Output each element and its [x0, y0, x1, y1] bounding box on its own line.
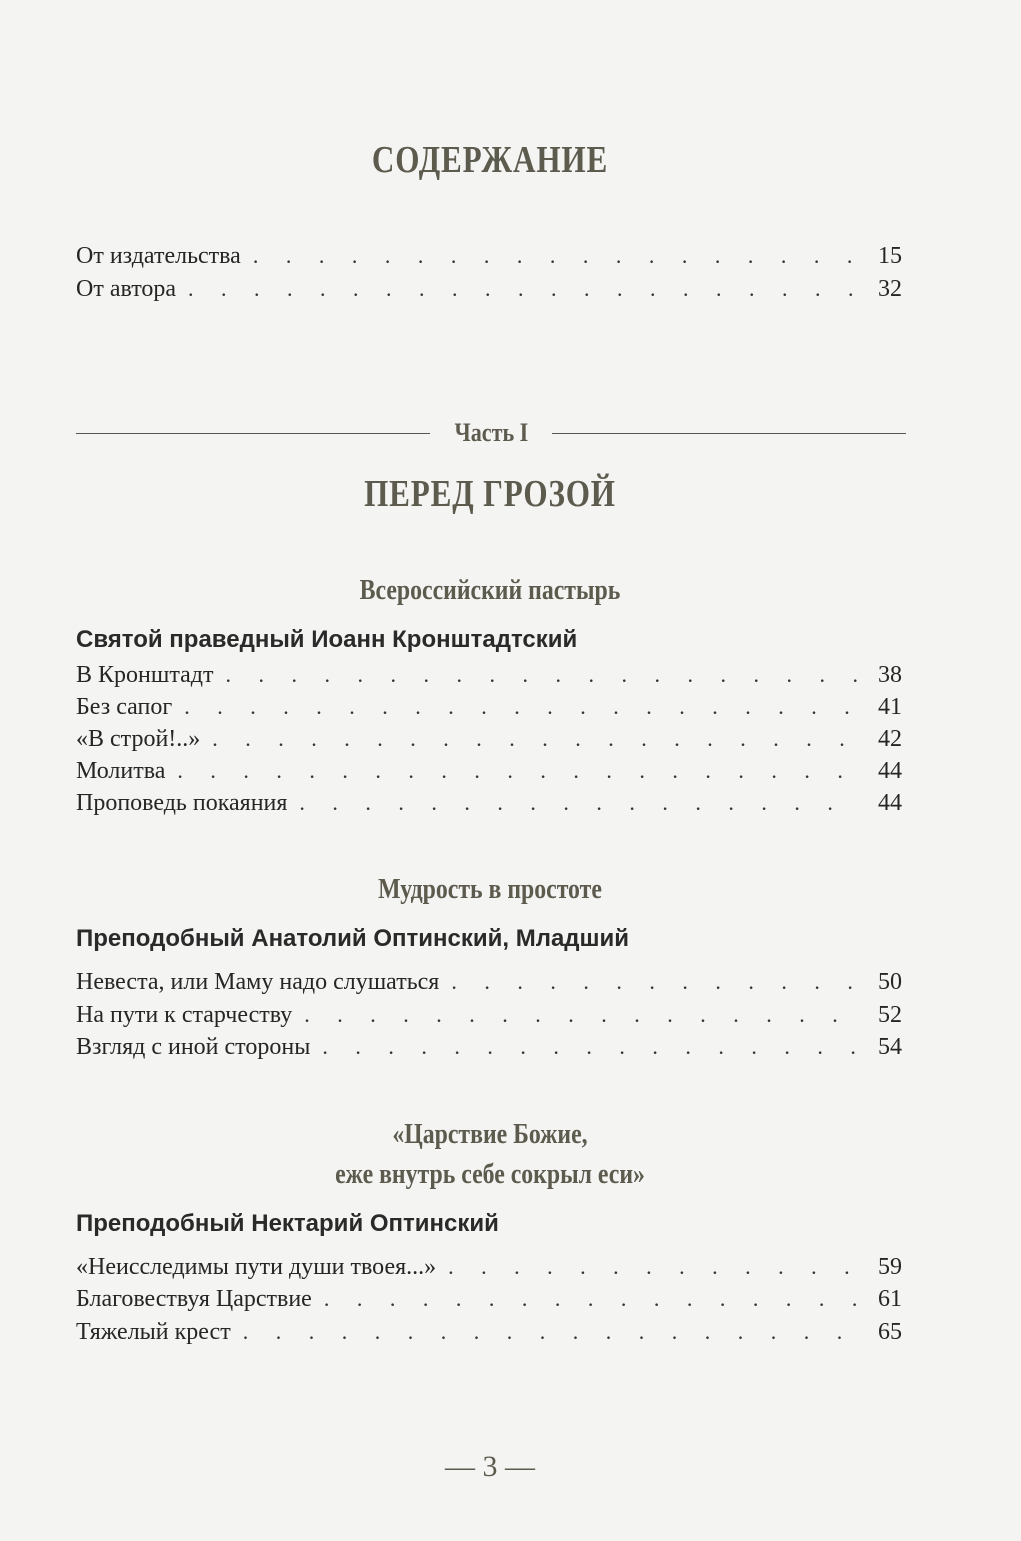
- leader-dots: [444, 1251, 858, 1283]
- toc-entry-page: 52: [878, 1002, 902, 1028]
- toc-entry-page: 42: [878, 726, 902, 752]
- toc-entry-title: Взгляд с иной стороны: [76, 1034, 311, 1060]
- contents-title: СОДЕРЖАНИЕ: [371, 139, 609, 181]
- toc-entry-page: 15: [878, 243, 902, 269]
- leader-dots: [249, 240, 858, 272]
- toc-entry: [76, 240, 902, 272]
- leader-dots: [295, 787, 858, 819]
- toc-entry-title: «Неисследимы пути души твоея...»: [76, 1254, 437, 1280]
- toc-entry: [76, 1031, 902, 1063]
- part-divider: [76, 416, 906, 450]
- toc-entry: [76, 1283, 902, 1315]
- toc-entry: [76, 1251, 902, 1283]
- toc-entry-title: Тяжелый крест: [76, 1319, 231, 1345]
- toc-entry-title: В Кронштадт: [76, 662, 214, 688]
- toc-entry-page: 44: [878, 758, 902, 784]
- leader-dots: [221, 659, 858, 691]
- leader-dots: [173, 755, 858, 787]
- toc-entry: [76, 723, 902, 755]
- toc-entry-title: На пути к старчеству: [76, 1002, 293, 1028]
- toc-entry: [76, 1316, 902, 1348]
- toc-entry-title: От автора: [76, 276, 177, 302]
- toc-entry-title: Проповедь покаяния: [76, 790, 288, 816]
- toc-entry: [76, 659, 902, 691]
- toc-entry-page: 65: [878, 1319, 902, 1345]
- leader-dots: [184, 273, 858, 305]
- saint-name: Преподобный Анатолий Оптинский, Младший: [76, 925, 630, 952]
- toc-entry-page: 54: [878, 1034, 902, 1060]
- page-number: — 3 —: [445, 1450, 535, 1483]
- toc-entry: [76, 273, 902, 305]
- section-heading: «Царствие Божие,: [392, 1118, 588, 1150]
- toc-entry: [76, 755, 902, 787]
- toc-entry-title: Молитва: [76, 758, 166, 784]
- toc-entry: [76, 999, 902, 1031]
- toc-entry-page: 38: [878, 662, 902, 688]
- toc-entry: [76, 691, 902, 723]
- saint-name: Святой праведный Иоанн Кронштадтский: [76, 626, 578, 653]
- toc-entry-page: 50: [878, 969, 902, 995]
- section-heading: еже внутрь себе сокрыл еси»: [335, 1158, 645, 1190]
- section-heading: Мудрость в простоте: [378, 873, 602, 905]
- leader-dots: [180, 691, 858, 723]
- toc-entry-title: «В строй!..»: [76, 726, 201, 752]
- toc-entry-page: 32: [878, 276, 902, 302]
- leader-dots: [239, 1316, 858, 1348]
- section-heading: Всероссийский пастырь: [359, 574, 621, 606]
- leader-dots: [320, 1283, 858, 1315]
- divider-rule-left: [76, 433, 430, 434]
- toc-entry: [76, 966, 902, 998]
- leader-dots: [318, 1031, 858, 1063]
- toc-entry: [76, 787, 902, 819]
- toc-entry-page: 44: [878, 790, 902, 816]
- leader-dots: [300, 999, 858, 1031]
- toc-entry-title: От издательства: [76, 243, 241, 269]
- part-title: ПЕРЕД ГРОЗОЙ: [364, 473, 616, 515]
- leader-dots: [447, 966, 858, 998]
- toc-entry-title: Благовествуя Царствие: [76, 1286, 312, 1312]
- toc-entry-title: Невеста, или Маму надо слушаться: [76, 969, 440, 995]
- part-label: Часть I: [454, 418, 528, 447]
- divider-rule-right: [552, 433, 906, 434]
- saint-name: Преподобный Нектарий Оптинский: [76, 1210, 499, 1237]
- toc-entry-page: 61: [878, 1286, 902, 1312]
- toc-entry-page: 59: [878, 1254, 902, 1280]
- toc-entry-page: 41: [878, 694, 902, 720]
- toc-entry-title: Без сапог: [76, 694, 173, 720]
- leader-dots: [208, 723, 858, 755]
